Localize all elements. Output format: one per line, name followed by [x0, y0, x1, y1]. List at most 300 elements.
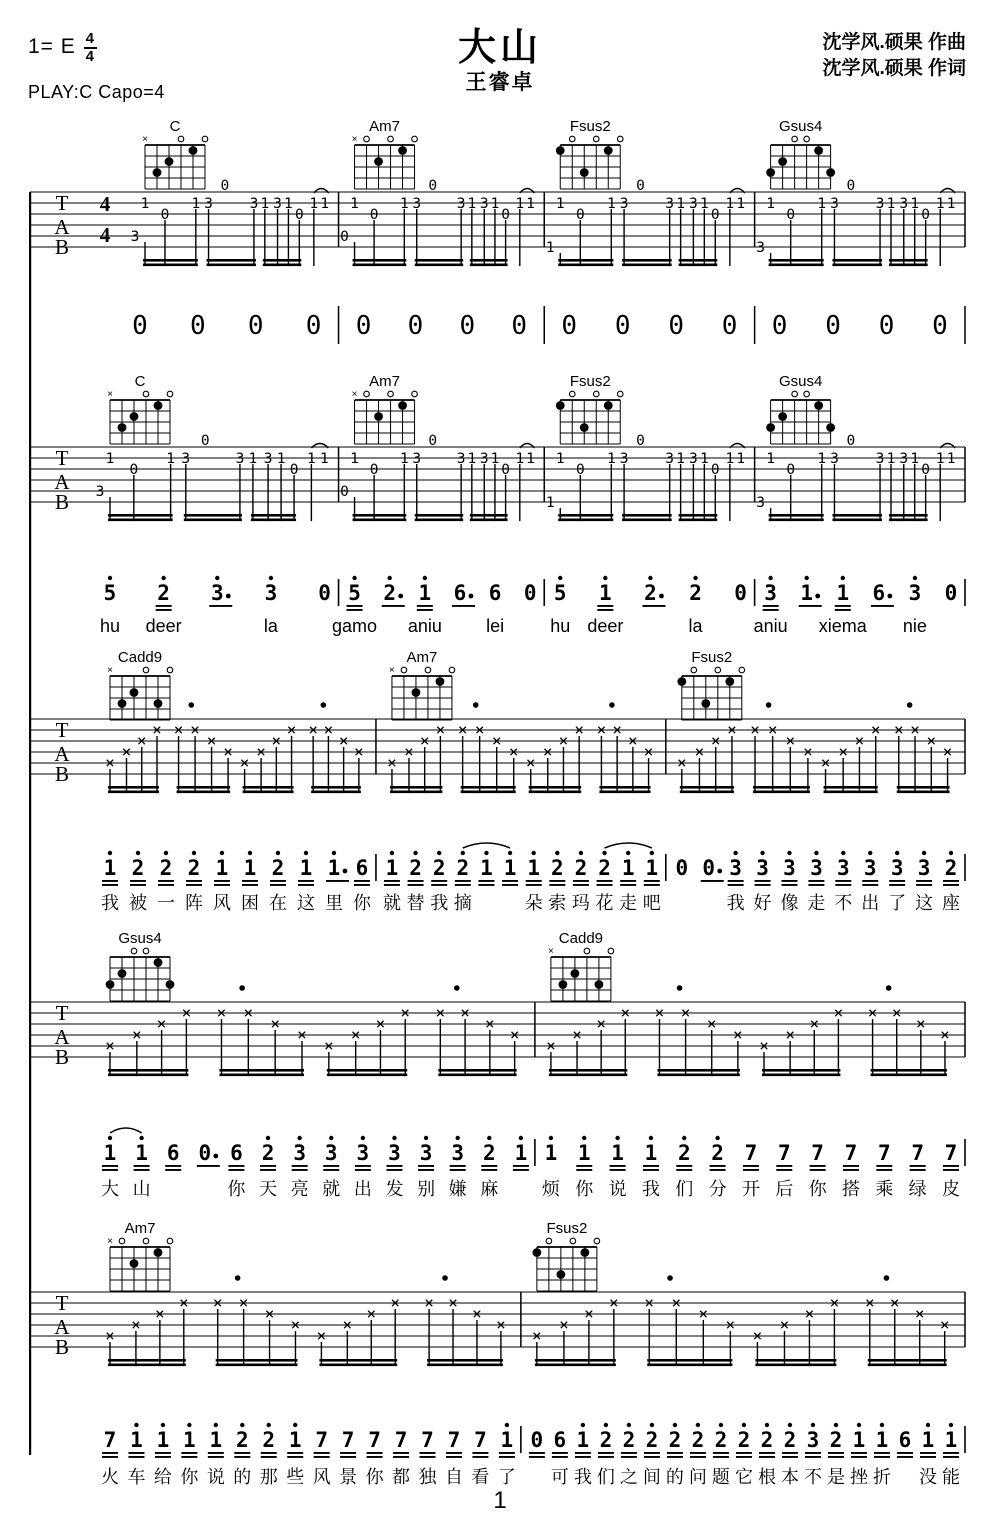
svg-text:×: × — [142, 134, 148, 145]
svg-text:1: 1 — [166, 451, 176, 467]
svg-text:×: × — [107, 1236, 113, 1247]
svg-text:×: × — [256, 742, 266, 761]
octave-dot — [390, 851, 394, 855]
svg-text:×: × — [474, 720, 485, 739]
octave-dot — [413, 851, 417, 855]
svg-text:1: 1 — [817, 196, 827, 212]
svg-text:×: × — [206, 731, 217, 750]
octave-dot — [161, 576, 165, 580]
svg-text:0: 0 — [702, 856, 716, 880]
svg-text:×: × — [809, 1014, 820, 1033]
accent-dot — [907, 702, 913, 708]
svg-text:Fsus2: Fsus2 — [691, 649, 733, 666]
svg-text:1: 1 — [209, 1428, 223, 1452]
svg-text:1: 1 — [699, 196, 709, 212]
svg-text:0: 0 — [200, 433, 210, 449]
svg-text:5: 5 — [103, 581, 117, 605]
svg-text:0: 0 — [129, 462, 139, 478]
svg-text:座: 座 — [942, 893, 960, 913]
svg-text:0: 0 — [921, 207, 931, 223]
octave-dot — [220, 851, 224, 855]
svg-text:3: 3 — [479, 196, 489, 212]
svg-text:1: 1 — [946, 196, 956, 212]
tab-measure — [105, 649, 364, 793]
svg-text:火: 火 — [101, 1467, 119, 1487]
svg-text:×: × — [940, 1025, 950, 1044]
svg-text:你: 你 — [352, 893, 371, 913]
octave-dot — [392, 1136, 396, 1140]
octave-dot — [696, 1423, 700, 1427]
svg-text:0: 0 — [198, 1141, 212, 1165]
octave-dot — [240, 1423, 244, 1427]
svg-text:3: 3 — [899, 451, 909, 467]
svg-text:们: 们 — [675, 1179, 694, 1199]
svg-text:1: 1 — [611, 1141, 624, 1165]
svg-text:0: 0 — [340, 229, 349, 245]
svg-text:0: 0 — [878, 311, 895, 341]
svg-text:1: 1 — [725, 196, 735, 212]
svg-text:挫: 挫 — [849, 1467, 868, 1487]
svg-text:7: 7 — [777, 1141, 791, 1165]
svg-text:Gsus4: Gsus4 — [118, 930, 162, 947]
svg-text:Am7: Am7 — [369, 373, 400, 390]
svg-text:景: 景 — [339, 1467, 358, 1487]
svg-text:了: 了 — [888, 893, 907, 913]
chord-diagram-Fsus2 — [556, 118, 623, 189]
svg-text:1: 1 — [606, 451, 616, 467]
svg-text:×: × — [710, 731, 721, 750]
svg-text:hu: hu — [99, 616, 121, 636]
svg-text:3: 3 — [830, 196, 839, 212]
svg-text:了: 了 — [497, 1467, 516, 1487]
svg-text:la: la — [263, 616, 278, 636]
svg-text:0: 0 — [369, 207, 379, 223]
svg-text:1: 1 — [576, 1428, 590, 1452]
svg-text:就: 就 — [322, 1179, 341, 1199]
svg-text:根: 根 — [757, 1467, 776, 1487]
octave-dot — [266, 1136, 270, 1140]
svg-text:×: × — [654, 1003, 665, 1022]
octave-dot — [136, 851, 140, 855]
octave-dot — [857, 1423, 861, 1427]
svg-text:gamo: gamo — [332, 616, 378, 636]
svg-text:×: × — [680, 1003, 691, 1022]
svg-text:×: × — [870, 720, 881, 739]
svg-text:1: 1 — [577, 1141, 591, 1165]
svg-text:×: × — [131, 1315, 141, 1334]
svg-text:×: × — [558, 731, 569, 750]
svg-text:2: 2 — [432, 856, 446, 880]
octave-dot — [161, 1423, 165, 1427]
accent-dot — [886, 985, 892, 991]
svg-text:T: T — [55, 446, 69, 470]
svg-text:2: 2 — [783, 1428, 797, 1452]
svg-text:×: × — [942, 742, 953, 761]
octave-dot — [487, 1136, 491, 1140]
svg-text:风: 风 — [212, 893, 231, 913]
svg-text:3: 3 — [273, 196, 282, 212]
melody-measure — [101, 1128, 529, 1199]
svg-text:出: 出 — [861, 893, 880, 913]
svg-text:3: 3 — [756, 495, 765, 511]
svg-text:0: 0 — [355, 311, 372, 341]
svg-text:1: 1 — [467, 451, 477, 467]
svg-text:0: 0 — [160, 207, 170, 223]
svg-text:7: 7 — [744, 1141, 758, 1165]
accent-dot — [667, 1275, 673, 1281]
svg-text:阵: 阵 — [184, 893, 203, 913]
svg-text:不: 不 — [834, 893, 853, 913]
octave-dot — [293, 1423, 297, 1427]
svg-text:3: 3 — [356, 1141, 370, 1165]
svg-text:3: 3 — [619, 451, 629, 467]
svg-text:1: 1 — [130, 1428, 143, 1452]
octave-dot — [868, 851, 872, 855]
svg-text:看: 看 — [471, 1467, 490, 1487]
svg-text:1: 1 — [309, 196, 319, 212]
octave-dot — [215, 576, 219, 580]
svg-text:我: 我 — [573, 1467, 592, 1487]
svg-text:2: 2 — [711, 1141, 724, 1165]
chord-diagram-Fsus2 — [677, 649, 744, 720]
svg-text:0: 0 — [675, 856, 689, 880]
accent-dot — [454, 985, 460, 991]
octave-dot — [332, 851, 336, 855]
svg-text:0: 0 — [428, 178, 438, 194]
svg-text:2: 2 — [261, 1141, 275, 1165]
svg-text:×: × — [733, 1025, 743, 1044]
melody-measure — [550, 576, 747, 636]
octave-dot — [627, 1423, 631, 1427]
svg-text:6: 6 — [166, 1141, 180, 1165]
octave-dot — [558, 576, 562, 580]
melody-measure — [101, 1423, 516, 1487]
svg-text:C: C — [169, 118, 181, 135]
svg-text:0: 0 — [846, 178, 856, 194]
svg-text:1: 1 — [288, 1428, 302, 1452]
svg-text:1: 1 — [699, 451, 709, 467]
svg-text:3: 3 — [836, 856, 850, 880]
svg-text:6: 6 — [453, 581, 467, 605]
melody-measure — [675, 851, 960, 913]
octave-dot — [139, 1136, 143, 1140]
svg-text:3: 3 — [412, 451, 422, 467]
svg-text:1: 1 — [515, 196, 525, 212]
svg-text:×: × — [916, 1014, 926, 1033]
svg-text:0: 0 — [220, 178, 230, 194]
svg-text:Fsus2: Fsus2 — [546, 1220, 588, 1237]
svg-text:×: × — [132, 1025, 142, 1044]
svg-text:×: × — [926, 731, 937, 750]
octave-dot — [765, 1423, 769, 1427]
svg-text:0: 0 — [710, 207, 720, 223]
svg-text:3: 3 — [249, 196, 259, 212]
svg-text:2: 2 — [829, 1428, 843, 1452]
svg-text:0: 0 — [305, 311, 322, 341]
rest-line-1 — [132, 306, 965, 344]
octave-dot — [423, 576, 427, 580]
svg-text:1: 1 — [766, 196, 775, 212]
svg-text:们: 们 — [596, 1467, 615, 1487]
accent-dot — [766, 702, 772, 708]
svg-text:0: 0 — [501, 207, 510, 223]
svg-text:1: 1 — [191, 196, 201, 212]
svg-text:xiema: xiema — [818, 616, 867, 636]
tab-system-3 — [30, 649, 965, 793]
svg-text:3: 3 — [324, 1141, 338, 1165]
svg-text:×: × — [820, 753, 831, 772]
svg-text:间: 间 — [642, 1467, 661, 1487]
svg-text:1: 1 — [103, 1141, 117, 1165]
svg-text:分: 分 — [708, 1179, 727, 1199]
svg-text:0: 0 — [561, 311, 578, 341]
svg-text:×: × — [596, 1014, 606, 1033]
svg-text:×: × — [389, 665, 395, 676]
accent-dot — [473, 702, 479, 708]
svg-text:×: × — [725, 1315, 736, 1334]
svg-text:1: 1 — [921, 1428, 935, 1452]
octave-dot — [555, 851, 559, 855]
svg-text:问: 问 — [688, 1467, 707, 1487]
svg-text:能: 能 — [942, 1467, 960, 1487]
octave-dot — [455, 1136, 459, 1140]
svg-text:没: 没 — [918, 1467, 937, 1487]
octave-dot — [650, 851, 654, 855]
octave-dot — [108, 1136, 112, 1140]
svg-text:1: 1 — [480, 856, 493, 880]
svg-text:1: 1 — [140, 196, 150, 212]
svg-text:×: × — [779, 1315, 790, 1334]
svg-text:×: × — [390, 1293, 401, 1312]
svg-text:×: × — [559, 1315, 569, 1334]
svg-text:1: 1 — [399, 451, 409, 467]
octave-dot — [269, 576, 273, 580]
svg-text:A: A — [54, 1025, 70, 1049]
octave-dot — [719, 1423, 723, 1427]
melody-measure — [754, 576, 958, 636]
svg-text:被: 被 — [128, 893, 147, 913]
octave-dot — [387, 576, 391, 580]
svg-text:×: × — [338, 731, 349, 750]
svg-text:之: 之 — [619, 1467, 638, 1487]
svg-text:摘: 摘 — [453, 893, 472, 913]
svg-text:1: 1 — [935, 196, 945, 212]
octave-dot — [693, 576, 697, 580]
svg-text:0: 0 — [771, 311, 788, 341]
octave-dot — [715, 1136, 719, 1140]
svg-text:好: 好 — [753, 893, 772, 913]
svg-text:aniu: aniu — [407, 616, 442, 636]
svg-text:的: 的 — [233, 1467, 252, 1487]
tie-arc — [463, 843, 510, 848]
svg-text:×: × — [297, 1025, 307, 1044]
svg-text:0: 0 — [459, 311, 476, 341]
svg-text:×: × — [308, 720, 318, 739]
svg-text:7: 7 — [421, 1428, 434, 1452]
svg-text:deer: deer — [587, 616, 624, 636]
tab-measure — [532, 1220, 949, 1366]
octave-dot — [648, 576, 652, 580]
svg-text:4: 4 — [99, 223, 111, 247]
svg-text:7: 7 — [877, 1141, 891, 1165]
svg-text:×: × — [156, 1014, 167, 1033]
octave-dot — [461, 851, 465, 855]
svg-text:B: B — [54, 1335, 70, 1359]
svg-text:1: 1 — [515, 451, 525, 467]
svg-text:×: × — [727, 720, 737, 739]
svg-text:×: × — [767, 720, 778, 739]
svg-text:×: × — [542, 742, 553, 761]
svg-text:×: × — [491, 731, 502, 750]
svg-text:3: 3 — [899, 196, 909, 212]
song-title: 大山 — [457, 27, 542, 69]
svg-text:×: × — [223, 742, 233, 761]
svg-text:亮: 亮 — [290, 1179, 309, 1199]
svg-text:×: × — [271, 731, 282, 750]
svg-text:吧: 吧 — [642, 893, 661, 913]
svg-text:×: × — [546, 1036, 556, 1055]
svg-text:×: × — [785, 1025, 795, 1044]
octave-dot — [108, 576, 112, 580]
svg-text:1: 1 — [350, 196, 359, 212]
svg-text:1: 1 — [135, 1141, 148, 1165]
svg-text:1: 1 — [599, 581, 612, 605]
svg-text:我: 我 — [101, 893, 119, 913]
svg-text:1: 1 — [526, 451, 535, 467]
octave-dot — [604, 1423, 608, 1427]
svg-text:5: 5 — [348, 581, 361, 605]
svg-text:些: 些 — [286, 1467, 305, 1487]
svg-text:走: 走 — [619, 893, 638, 913]
composer-credit: 沈学风.硕果 作曲 — [822, 32, 966, 53]
svg-text:×: × — [351, 134, 358, 145]
svg-text:×: × — [628, 731, 638, 750]
chord-diagram-Am7 — [352, 373, 418, 444]
svg-text:×: × — [366, 1304, 377, 1323]
svg-text:6: 6 — [230, 1141, 243, 1165]
svg-text:A: A — [54, 742, 70, 766]
svg-text:1: 1 — [248, 451, 258, 467]
svg-text:2: 2 — [383, 581, 397, 605]
svg-text:天: 天 — [259, 1179, 278, 1199]
augmentation-dot — [213, 1154, 218, 1159]
svg-text:1: 1 — [946, 451, 956, 467]
svg-text:2: 2 — [644, 581, 657, 605]
svg-text:×: × — [803, 742, 813, 761]
svg-text:3: 3 — [412, 196, 422, 212]
accent-dot — [235, 1275, 241, 1281]
svg-text:×: × — [485, 1014, 495, 1033]
svg-text:aniu: aniu — [753, 616, 788, 636]
svg-text:3: 3 — [810, 856, 823, 880]
svg-text:×: × — [671, 1293, 682, 1312]
augmentation-dot — [887, 594, 892, 599]
chord-diagram-Gsus4 — [766, 373, 835, 444]
svg-text:1: 1 — [307, 451, 316, 467]
svg-text:×: × — [107, 665, 113, 676]
svg-text:×: × — [838, 742, 848, 761]
svg-text:×: × — [893, 720, 904, 739]
svg-text:3: 3 — [875, 196, 885, 212]
svg-text:×: × — [316, 1326, 327, 1345]
svg-text:0: 0 — [614, 311, 631, 341]
svg-text:2: 2 — [599, 1428, 613, 1452]
artist-name: 王睿卓 — [465, 71, 535, 94]
svg-text:1: 1 — [621, 856, 635, 880]
octave-dot — [424, 1136, 428, 1140]
svg-text:×: × — [833, 1003, 844, 1022]
svg-text:T: T — [55, 718, 69, 742]
svg-text:×: × — [342, 1315, 353, 1334]
octave-dot — [787, 851, 791, 855]
tie-arc — [605, 843, 652, 848]
svg-text:×: × — [829, 1293, 840, 1312]
svg-text:0: 0 — [710, 462, 720, 478]
octave-dot — [913, 576, 917, 580]
octave-dot — [297, 1136, 301, 1140]
melody-measure — [101, 851, 372, 913]
svg-text:×: × — [508, 742, 519, 761]
accent-dot — [188, 702, 194, 708]
svg-text:×: × — [596, 720, 607, 739]
svg-text:1: 1 — [320, 196, 330, 212]
svg-text:×: × — [854, 731, 865, 750]
svg-text:×: × — [460, 1003, 470, 1022]
svg-text:×: × — [350, 1025, 361, 1044]
svg-text:1: 1 — [490, 451, 500, 467]
svg-text:1: 1 — [105, 451, 115, 467]
svg-text:1: 1 — [676, 196, 685, 212]
svg-text:2: 2 — [550, 856, 564, 880]
svg-text:3: 3 — [210, 581, 224, 605]
svg-text:就: 就 — [382, 893, 401, 913]
svg-text:×: × — [264, 1304, 275, 1323]
svg-text:本: 本 — [780, 1467, 799, 1487]
svg-text:1: 1 — [103, 856, 117, 880]
svg-text:说: 说 — [608, 1179, 627, 1199]
octave-dot — [841, 576, 845, 580]
svg-text:1: 1 — [490, 196, 500, 212]
svg-text:风: 风 — [312, 1467, 331, 1487]
svg-text:题: 题 — [711, 1467, 730, 1487]
page-number: 1 — [493, 1487, 507, 1514]
octave-dot — [531, 851, 535, 855]
svg-text:×: × — [351, 389, 358, 400]
svg-text:1: 1 — [800, 581, 814, 605]
svg-text:7: 7 — [944, 1141, 958, 1165]
svg-text:×: × — [404, 742, 414, 761]
svg-text:6: 6 — [553, 1428, 567, 1452]
svg-text:一: 一 — [156, 893, 175, 913]
octave-dot — [581, 1423, 585, 1427]
svg-text:2: 2 — [737, 1428, 751, 1452]
svg-text:1: 1 — [156, 1428, 170, 1452]
svg-text:2: 2 — [187, 856, 201, 880]
octave-dot — [811, 1423, 815, 1427]
svg-text:2: 2 — [235, 1428, 249, 1452]
svg-text:1: 1 — [284, 196, 293, 212]
tie-arc — [110, 1128, 142, 1133]
tab-measure — [105, 1220, 506, 1366]
chord-diagram-Gsus4 — [106, 930, 175, 1001]
svg-text:2: 2 — [622, 1428, 636, 1452]
svg-text:×: × — [375, 1014, 386, 1033]
svg-text:3: 3 — [764, 581, 777, 605]
tab-measure — [546, 930, 950, 1076]
octave-dot — [134, 1423, 138, 1427]
svg-text:0: 0 — [575, 462, 585, 478]
svg-text:×: × — [121, 742, 132, 761]
